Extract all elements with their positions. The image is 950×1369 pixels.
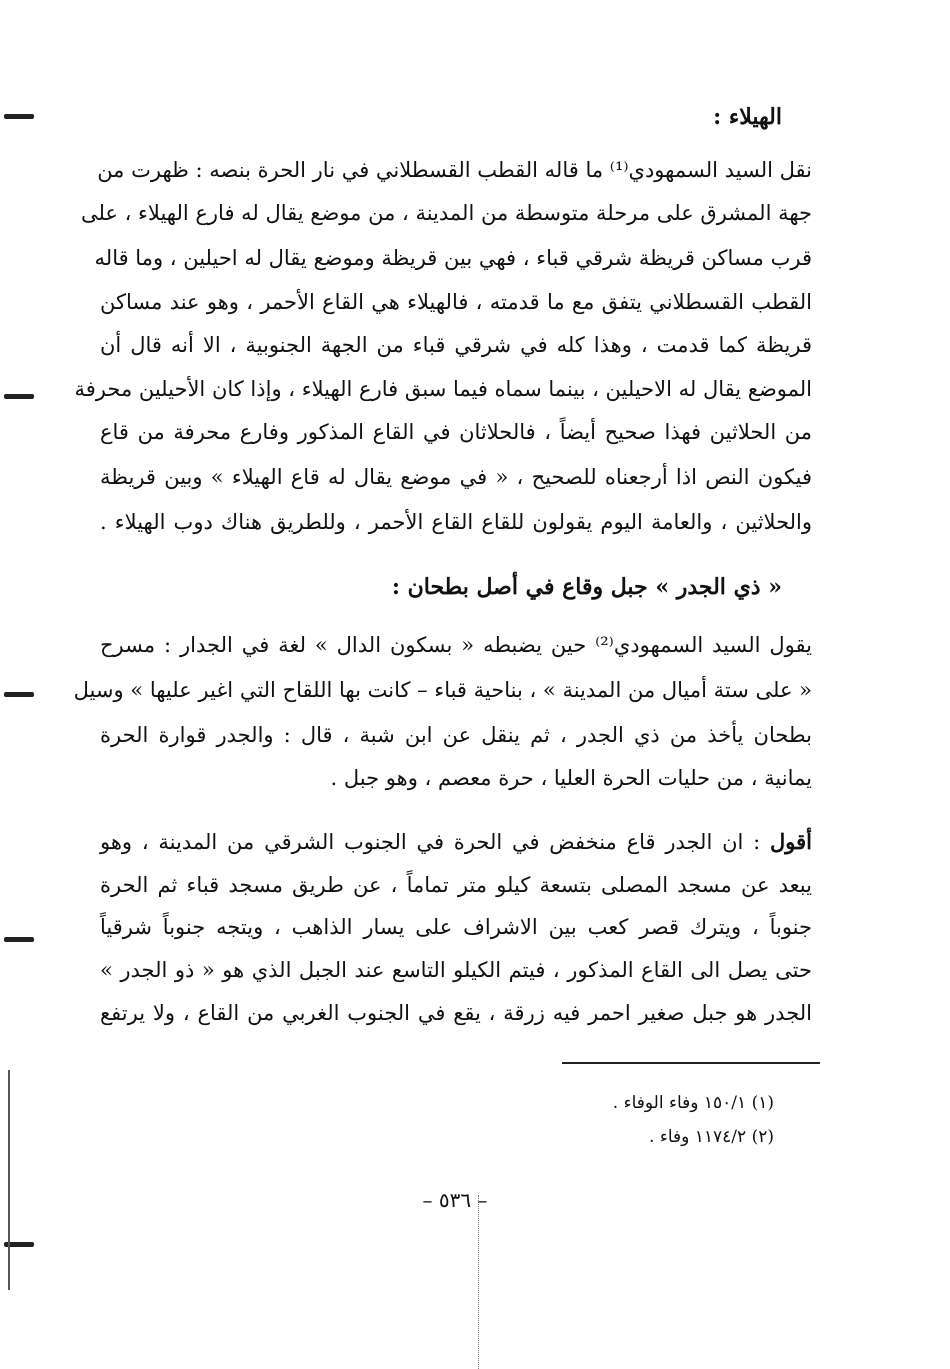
text-line: قريظة كما قدمت ، وهذا كله في شرقي قباء من الجهة الجنوبية ، الا أنه قال أن — [100, 333, 812, 357]
text-line: يمانية ، من حليات الحرة العليا ، حرة معصم ، وهو جبل . — [330, 766, 812, 790]
text-line: بطحان يأخذ من ذي الجدر ، ثم ينقل عن ابن شبة ، قال : والجدر قوارة الحرة — [100, 723, 812, 747]
footnote-rule — [562, 1062, 820, 1064]
section-heading-hayla: الهيلاء : — [713, 104, 782, 130]
scan-fold-line — [478, 1195, 479, 1369]
text-line: الموضع يقال له الاحيلين ، بينما سماه فيما سبق فارع الهيلاء ، وإذا كان الأحيلين محرفة — [74, 377, 812, 401]
scan-edge — [8, 1070, 10, 1290]
text-line — [100, 829, 812, 854]
text-line: القطب القسطلاني يتفق مع ما قدمته ، فالهيلاء هي القاع الأحمر ، وهو عند مساكن — [100, 290, 812, 314]
text-line: من الحلاثين فهذا صحيح أيضاً ، فالحلاثان في القاع المذكور وفارع محرفة من قاع — [100, 420, 812, 444]
text-line: « على ستة أميال من المدينة » ، بناحية قباء – كانت بها اللقاح التي اغير عليها » وسيل — [73, 678, 812, 702]
text-line: قرب مساكن قريظة شرقي قباء ، فهي بين قريظة وموضع يقال له احيلين ، وما قاله — [94, 246, 812, 270]
text-line: فيكون النص اذا أرجعناه للصحيح ، « في موضع يقال له قاع الهيلاء » وبين قريظة — [100, 465, 812, 489]
text-line: الجدر هو جبل صغير احمر فيه زرقة ، يقع في الجنوب الغربي من القاع ، ولا يرتفع — [100, 1001, 812, 1025]
text-line: جنوباً ، ويترك قصر كعب بين الاشراف على يسار الذاهب ، ويتجه جنوباً شرقياً — [100, 915, 812, 939]
text-line: يبعد عن مسجد المصلى بتسعة كيلو متر تماماً ، عن طريق مسجد قباء ثم الحرة — [100, 873, 812, 897]
section-heading-dhi-al-jadr: « ذي الجدر » جبل وقاع في أصل بطحان : — [391, 574, 782, 600]
footnote: (٢) ١١٧٤/٢ وفاء . — [649, 1127, 774, 1147]
margin-mark — [4, 114, 34, 119]
text-line: والحلاثين ، والعامة اليوم يقولون للقاع القاع الأحمر ، وللطريق هناك دوب الهيلاء . — [100, 510, 812, 534]
footnote: (١) ١٥٠/١ وفاء الوفاء . — [612, 1093, 774, 1113]
margin-mark — [4, 692, 34, 697]
margin-mark — [4, 937, 34, 942]
margin-mark — [4, 394, 34, 399]
text-line: يقول السيد السمهودي⁽²⁾ حين يضبطه « بسكون الدال » لغة في الجدار : مسرح — [100, 633, 812, 657]
text-fragment: : ان الجدر قاع منخفض في الحرة في الجنوب الشرقي من المدينة ، وهو — [100, 830, 761, 854]
text-line: حتى يصل الى القاع المذكور ، فيتم الكيلو التاسع عند الجبل الذي هو « ذو الجدر » — [100, 958, 812, 982]
lead-word: أقول — [770, 829, 812, 854]
text-line: جهة المشرق على مرحلة متوسطة من المدينة ، من موضع يقال له فارع الهيلاء ، على — [80, 201, 812, 225]
page-number: – ٥٣٦ – — [422, 1188, 488, 1212]
text-line: نقل السيد السمهودي⁽¹⁾ ما قاله القطب القسطلاني في نار الحرة بنصه : ظهرت من — [97, 158, 812, 182]
